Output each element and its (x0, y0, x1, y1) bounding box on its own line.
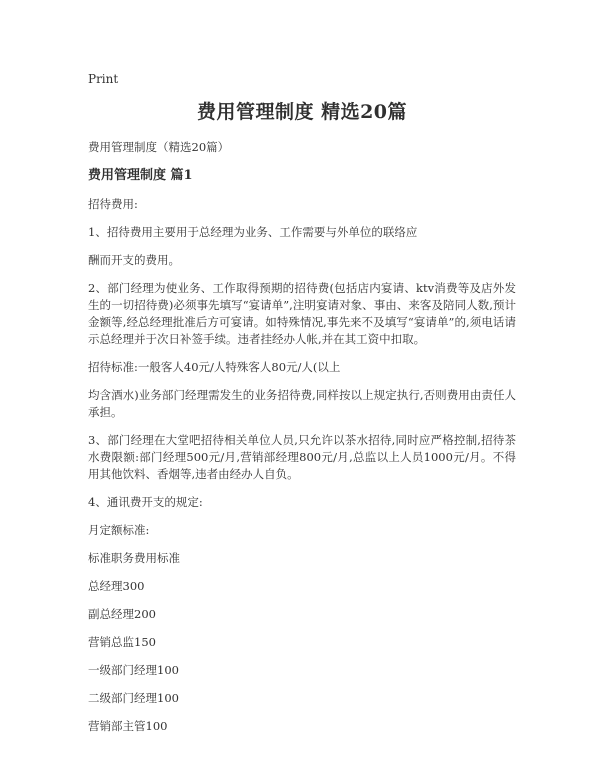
paragraph-quota-level1-manager: 一级部门经理100 (88, 663, 179, 677)
paragraph-rule2: 2、部门经理为使业务、工作取得预期的招待费(包括店内宴请、ktv消费等及店外发生的一切招待费)必须事先填写“宴请单”,注明宴请对象、事由、来客及陪同人数,预计金额等,经总经理批准后方可宴请。如特殊情况,事先来不及填写“宴请单”的,须电话请示总经理并于次日补签手续。违者挂经办人帐,并在其工资中扣取。 (88, 281, 516, 346)
section-heading-part1: 费用管理制度 篇1 (88, 168, 193, 183)
page-title: 费用管理制度 精选20篇 (196, 101, 408, 123)
paragraph-rule1-line2: 酬而开支的费用。 (88, 253, 180, 267)
paragraph-rule1-line1: 1、招待费用主要用于总经理为业务、工作需要与外单位的联络应 (88, 225, 418, 239)
paragraph-quota-level2-manager: 二级部门经理100 (88, 691, 179, 705)
document-subtitle: 费用管理制度（精选20篇） (88, 140, 230, 154)
paragraph-reception-fee-label: 招待费用: (88, 197, 138, 211)
paragraph-quota-deputy-general-manager: 副总经理200 (88, 607, 156, 621)
paragraph-quota-general-manager: 总经理300 (88, 579, 145, 593)
paragraph-standard-header: 标准职务费用标准 (88, 551, 180, 565)
paragraph-quota-marketing-supervisor: 营销部主管100 (88, 719, 168, 733)
print-link[interactable]: Print (88, 72, 119, 86)
paragraph-rule4-heading: 4、通讯费开支的规定: (88, 495, 203, 509)
paragraph-reception-standard-line1: 招待标准:一般客人40元/人特殊客人80元/人(以上 (88, 360, 341, 374)
paragraph-monthly-quota-label: 月定额标准: (88, 523, 150, 537)
paragraph-rule3: 3、部门经理在大堂吧招待相关单位人员,只允许以茶水招待,同时应严格控制,招待茶水费限额:部门经理500元/月,营销部经理800元/月,总监以上人员1000元/月。不得用其他饮料、香烟等,违者由经办人自负。 (88, 433, 516, 481)
paragraph-quota-marketing-director: 营销总监150 (88, 635, 156, 649)
paragraph-reception-standard-line2: 均含酒水)业务部门经理需发生的业务招待费,同样按以上规定执行,否则费用由责任人承担。 (88, 388, 516, 419)
